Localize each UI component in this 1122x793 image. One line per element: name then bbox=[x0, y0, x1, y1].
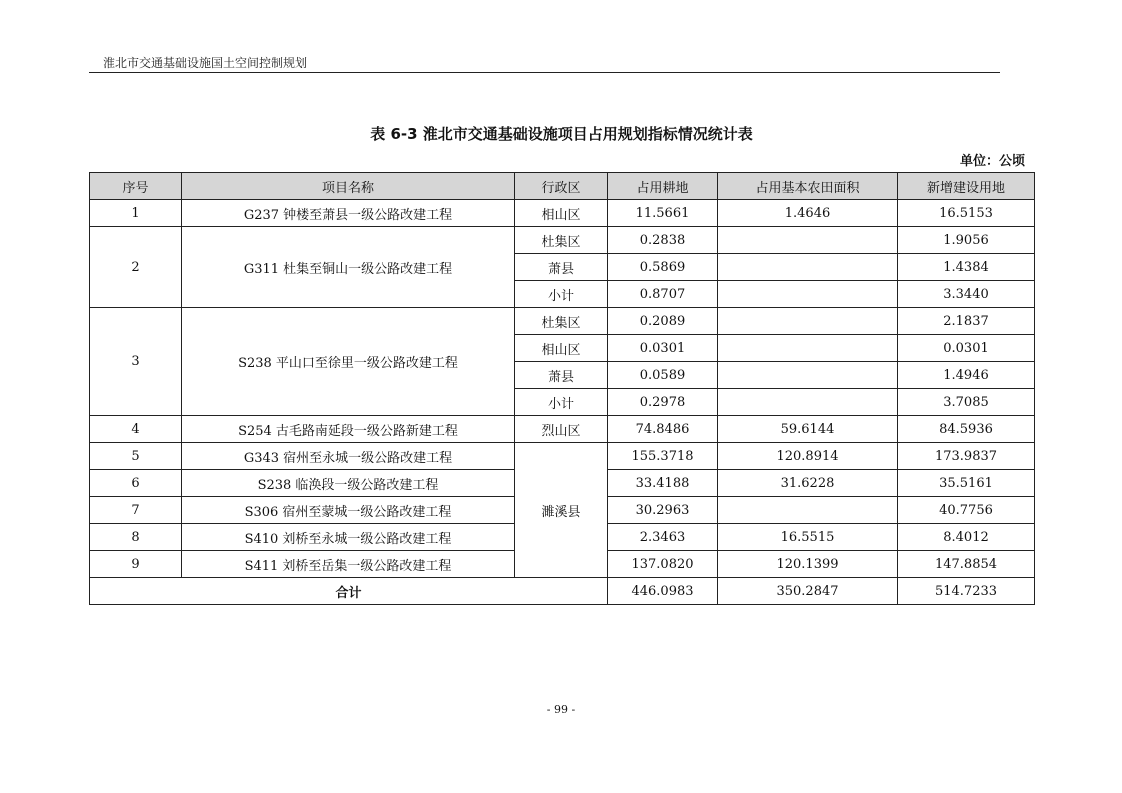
district-cell: 烈山区 bbox=[515, 416, 608, 443]
row-number: 1 bbox=[90, 200, 182, 227]
running-header: 淮北市交通基础设施国土空间控制规划 bbox=[103, 56, 308, 70]
row-number: 3 bbox=[90, 308, 182, 416]
basic-farmland-cell bbox=[718, 362, 898, 389]
table-title: 表 6-3 淮北市交通基础设施项目占用规划指标情况统计表 bbox=[370, 125, 753, 143]
basic-farmland-cell bbox=[718, 389, 898, 416]
new-construction-cell: 16.5153 bbox=[898, 200, 1035, 227]
new-construction-cell: 0.0301 bbox=[898, 335, 1035, 362]
district-cell: 濉溪县 bbox=[515, 443, 608, 578]
basic-farmland-cell: 16.5515 bbox=[718, 524, 898, 551]
farmland-cell: 0.2978 bbox=[608, 389, 718, 416]
unit-label: 单位：公顷 bbox=[959, 154, 1025, 169]
project-name: S411 刘桥至岳集一级公路改建工程 bbox=[182, 551, 515, 578]
project-name: G343 宿州至永城一级公路改建工程 bbox=[182, 443, 515, 470]
farmland-cell: 30.2963 bbox=[608, 497, 718, 524]
row-number: 7 bbox=[90, 497, 182, 524]
row-number: 5 bbox=[90, 443, 182, 470]
total-row bbox=[90, 578, 1035, 605]
farmland-cell: 0.0301 bbox=[608, 335, 718, 362]
new-construction-cell: 84.5936 bbox=[898, 416, 1035, 443]
page-number: - 99 - bbox=[546, 703, 576, 716]
basic-farmland-cell bbox=[718, 254, 898, 281]
table-row bbox=[90, 443, 1035, 470]
table-row bbox=[90, 200, 1035, 227]
district-cell: 杜集区 bbox=[515, 308, 608, 335]
row-number: 2 bbox=[90, 227, 182, 308]
farmland-cell: 0.0589 bbox=[608, 362, 718, 389]
new-construction-cell: 173.9837 bbox=[898, 443, 1035, 470]
new-construction-cell: 1.9056 bbox=[898, 227, 1035, 254]
new-construction-cell: 2.1837 bbox=[898, 308, 1035, 335]
statistics-table bbox=[89, 172, 1035, 605]
district-cell: 杜集区 bbox=[515, 227, 608, 254]
column-header-district: 行政区 bbox=[515, 173, 608, 200]
project-name: G311 杜集至铜山一级公路改建工程 bbox=[182, 227, 515, 308]
new-construction-cell: 1.4384 bbox=[898, 254, 1035, 281]
farmland-cell: 74.8486 bbox=[608, 416, 718, 443]
farmland-cell: 0.2089 bbox=[608, 308, 718, 335]
project-name: S238 临涣段一级公路改建工程 bbox=[182, 470, 515, 497]
farmland-cell: 11.5661 bbox=[608, 200, 718, 227]
farmland-cell: 137.0820 bbox=[608, 551, 718, 578]
basic-farmland-cell: 31.6228 bbox=[718, 470, 898, 497]
farmland-cell: 0.8707 bbox=[608, 281, 718, 308]
project-name: S410 刘桥至永城一级公路改建工程 bbox=[182, 524, 515, 551]
table-row bbox=[90, 416, 1035, 443]
farmland-cell: 2.3463 bbox=[608, 524, 718, 551]
basic-farmland-cell bbox=[718, 281, 898, 308]
district-cell: 相山区 bbox=[515, 200, 608, 227]
basic-farmland-cell bbox=[718, 335, 898, 362]
total-farmland: 446.0983 bbox=[608, 578, 718, 605]
column-header-new-construction: 新增建设用地 bbox=[898, 173, 1035, 200]
column-header-basic-farmland: 占用基本农田面积 bbox=[718, 173, 898, 200]
farmland-cell: 33.4188 bbox=[608, 470, 718, 497]
total-label: 合计 bbox=[90, 578, 608, 605]
row-number: 6 bbox=[90, 470, 182, 497]
project-name: S238 平山口至徐里一级公路改建工程 bbox=[182, 308, 515, 416]
basic-farmland-cell bbox=[718, 497, 898, 524]
new-construction-cell: 3.7085 bbox=[898, 389, 1035, 416]
project-name: S306 宿州至蒙城一级公路改建工程 bbox=[182, 497, 515, 524]
table-header-row bbox=[90, 173, 1035, 200]
basic-farmland-cell: 120.8914 bbox=[718, 443, 898, 470]
new-construction-cell: 35.5161 bbox=[898, 470, 1035, 497]
basic-farmland-cell: 120.1399 bbox=[718, 551, 898, 578]
district-cell: 小计 bbox=[515, 281, 608, 308]
project-name: S254 古毛路南延段一级公路新建工程 bbox=[182, 416, 515, 443]
new-construction-cell: 8.4012 bbox=[898, 524, 1035, 551]
column-header-name: 项目名称 bbox=[182, 173, 515, 200]
header-divider bbox=[89, 72, 1000, 73]
column-header-farmland: 占用耕地 bbox=[608, 173, 718, 200]
basic-farmland-cell: 59.6144 bbox=[718, 416, 898, 443]
district-cell: 萧县 bbox=[515, 362, 608, 389]
new-construction-cell: 40.7756 bbox=[898, 497, 1035, 524]
basic-farmland-cell: 1.4646 bbox=[718, 200, 898, 227]
column-header-no: 序号 bbox=[90, 173, 182, 200]
new-construction-cell: 1.4946 bbox=[898, 362, 1035, 389]
basic-farmland-cell bbox=[718, 308, 898, 335]
table-row bbox=[90, 308, 1035, 335]
farmland-cell: 155.3718 bbox=[608, 443, 718, 470]
row-number: 9 bbox=[90, 551, 182, 578]
total-basic-farmland: 350.2847 bbox=[718, 578, 898, 605]
project-name: G237 钟楼至萧县一级公路改建工程 bbox=[182, 200, 515, 227]
farmland-cell: 0.2838 bbox=[608, 227, 718, 254]
district-cell: 小计 bbox=[515, 389, 608, 416]
farmland-cell: 0.5869 bbox=[608, 254, 718, 281]
row-number: 4 bbox=[90, 416, 182, 443]
new-construction-cell: 3.3440 bbox=[898, 281, 1035, 308]
district-cell: 相山区 bbox=[515, 335, 608, 362]
total-new-construction: 514.7233 bbox=[898, 578, 1035, 605]
table-row bbox=[90, 227, 1035, 254]
new-construction-cell: 147.8854 bbox=[898, 551, 1035, 578]
basic-farmland-cell bbox=[718, 227, 898, 254]
district-cell: 萧县 bbox=[515, 254, 608, 281]
row-number: 8 bbox=[90, 524, 182, 551]
